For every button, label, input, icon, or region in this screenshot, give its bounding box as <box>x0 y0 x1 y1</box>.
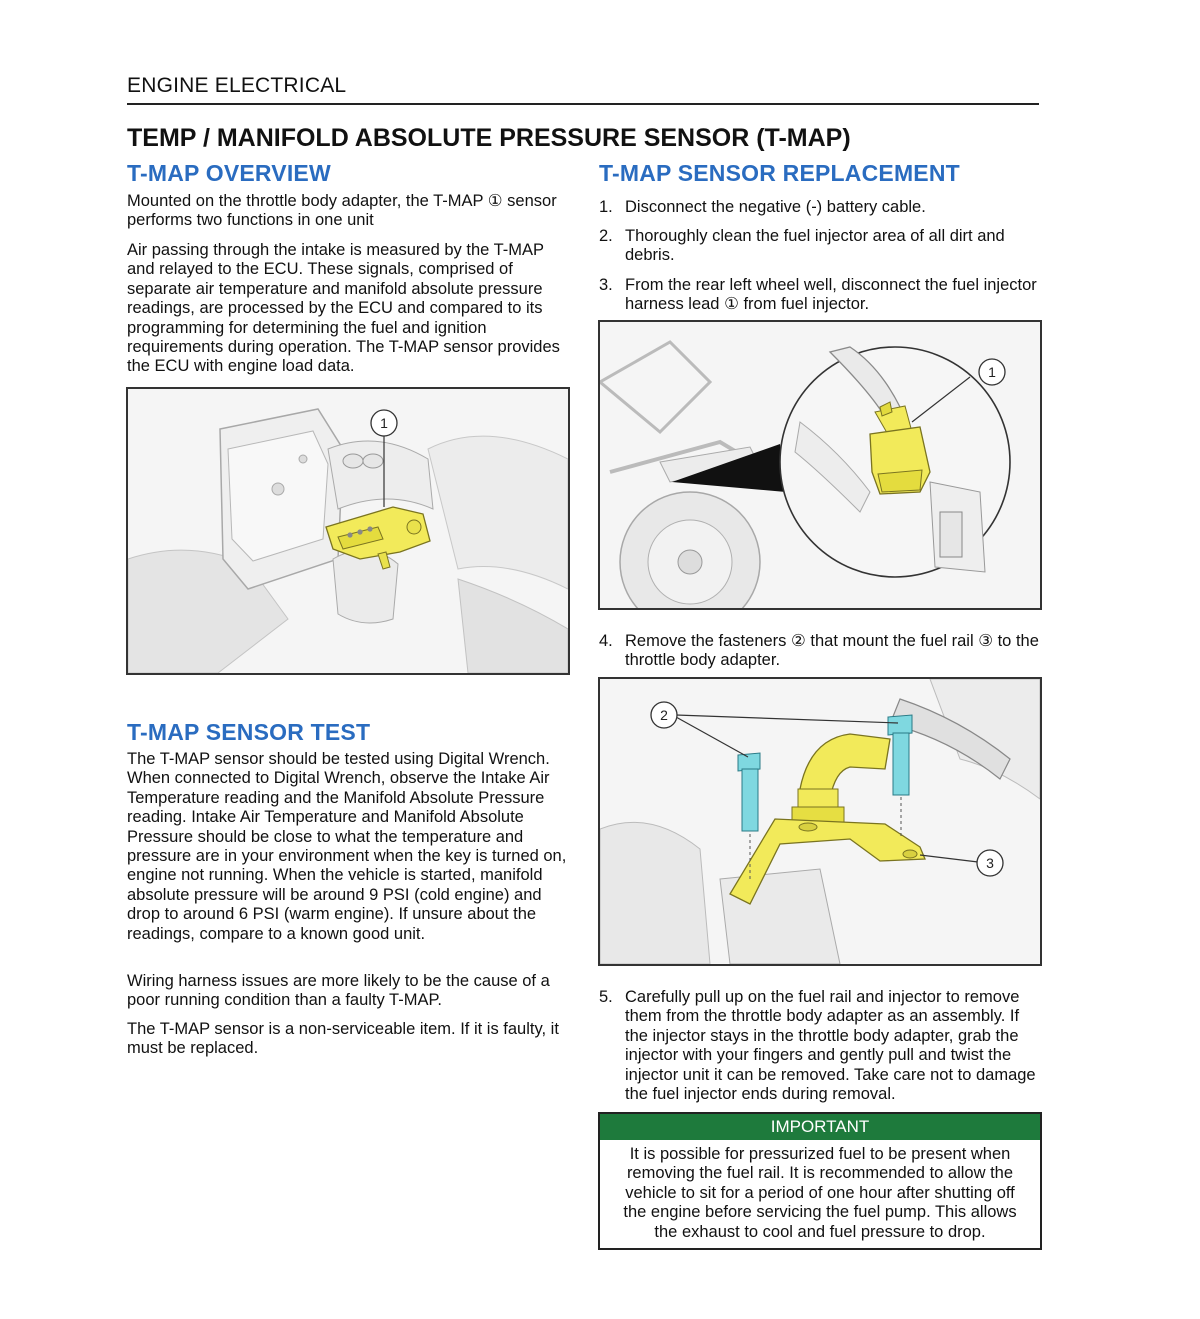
test-paragraph-1: The T-MAP sensor should be tested using Digital Wrench. When connected to Digital Wrench, observe the Intake Air Temperature reading and the Manifold Absolute Pressure reading. Intake Air Temperature and Manifold Absolute Pressure should be close to what the temperature and pressure are in your environment when the key is turned on, engine not running. When the vehicle is started, manifold absolute pressure will be around 9 PSI (cold engine) and drop to around 6 PSI (warm engine). If unsure about the readings, compare to a known good unit. <box>127 750 567 943</box>
injector-harness-figure <box>598 320 1042 610</box>
step-number: 5. <box>599 988 613 1006</box>
step-number: 3. <box>599 276 613 294</box>
header-rule <box>127 103 1039 105</box>
test-paragraph-3: The T-MAP sensor is a non-serviceable item. If it is faulty, it must be replaced. <box>127 1020 559 1058</box>
step-text: Thoroughly clean the fuel injector area of all dirt and debris. <box>625 227 1005 265</box>
test-heading: T-MAP SENSOR TEST <box>127 719 371 745</box>
important-label: IMPORTANT <box>600 1114 1040 1140</box>
step-text: Remove the fasteners ② that mount the fuel rail ③ to the throttle body adapter. <box>625 632 1039 670</box>
figure1-callout-1: 1 <box>380 415 388 431</box>
figure3-callout-2: 2 <box>660 707 668 723</box>
figure2-callout-1: 1 <box>988 364 996 380</box>
step-4 <box>599 632 1041 671</box>
overview-paragraph-2: Air passing through the intake is measured by the T-MAP and relayed to the ECU. These signals, comprised of separate air temperature and manifold absolute pressure readings, are processed by the ECU and compared to its programming for determining the fuel and ignition requirements during operation. The T-MAP sensor provides the ECU with engine load data. <box>127 241 560 376</box>
step-5 <box>599 988 1041 1104</box>
step-number: 2. <box>599 227 613 245</box>
figure3-callout-3: 3 <box>986 855 994 871</box>
important-notice <box>598 1112 1042 1250</box>
overview-paragraph-1: Mounted on the throttle body adapter, the T-MAP ① sensor performs two functions in one unit <box>127 192 557 230</box>
step-1 <box>599 198 1041 217</box>
injector-harness-illustration <box>600 322 1040 608</box>
tmap-sensor-figure <box>126 387 570 675</box>
replacement-heading: T-MAP SENSOR REPLACEMENT <box>599 160 960 186</box>
important-text: It is possible for pressurized fuel to be present when removing the fuel rail. It is recommended to allow the vehicle to sit for a period of one hour after shutting off the engine before servicing the fuel pump. This allows the exhaust to cool and fuel pressure to drop. <box>623 1145 1017 1241</box>
fuel-rail-figure <box>598 677 1042 966</box>
tmap-sensor-illustration <box>128 389 568 673</box>
step-text: From the rear left wheel well, disconnect the fuel injector harness lead ① from fuel injector. <box>625 276 1037 314</box>
step-2 <box>599 227 1041 266</box>
step-number: 4. <box>599 632 613 650</box>
page-title: TEMP / MANIFOLD ABSOLUTE PRESSURE SENSOR (T-MAP) <box>127 124 851 152</box>
fuel-rail-illustration <box>600 679 1040 964</box>
overview-heading: T-MAP OVERVIEW <box>127 160 331 186</box>
step-number: 1. <box>599 198 613 216</box>
step-text: Disconnect the negative (-) battery cable. <box>625 198 926 216</box>
step-text: Carefully pull up on the fuel rail and injector to remove them from the throttle body adapter as an assembly. If the injector stays in the throttle body adapter, grab the injector with your fingers and gently pull and twist the injector unit it can be removed. Take care not to damage the fuel injector ends during removal. <box>625 988 1036 1104</box>
step-3 <box>599 276 1041 315</box>
section-header: ENGINE ELECTRICAL <box>127 74 347 97</box>
test-paragraph-2: Wiring harness issues are more likely to be the cause of a poor running condition than a faulty T-MAP. <box>127 972 550 1010</box>
